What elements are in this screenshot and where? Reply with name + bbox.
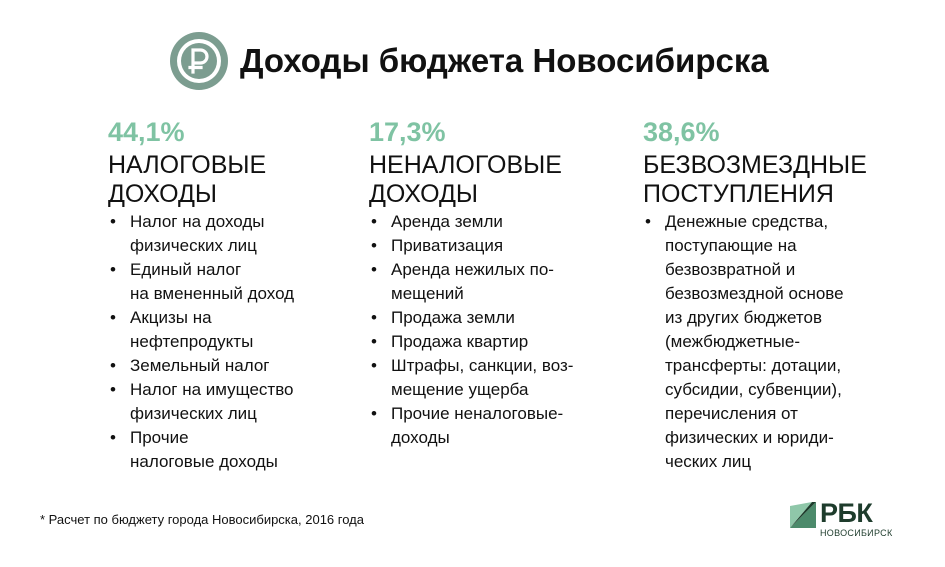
category-heading: НЕНАЛОГОВЫЕ ДОХОДЫ	[369, 151, 562, 208]
item-list	[108, 210, 348, 474]
list-item: • Налог на имущество физических лиц	[108, 378, 348, 426]
column-non-tax-revenue	[369, 116, 609, 450]
list-item: • Аренда нежилых по- мещений	[369, 258, 609, 306]
list-item: • Штрафы, санкции, воз- мещение ущерба	[369, 354, 609, 402]
column-tax-revenue	[108, 116, 348, 474]
logo-city: НОВОСИБИРСК	[820, 528, 893, 538]
list-item: • Продажа земли	[369, 306, 609, 330]
category-heading: БЕЗВОЗМЕЗДНЫЕ ПОСТУПЛЕНИЯ	[643, 151, 867, 208]
header	[170, 30, 769, 92]
list-item: • Земельный налог	[108, 354, 348, 378]
item-list	[643, 210, 883, 474]
footnote: * Расчет по бюджету города Новосибирска, 2016 года	[40, 512, 364, 527]
list-item: • Приватизация	[369, 234, 609, 258]
percent-value: 17,3%	[369, 117, 446, 147]
list-item: • Денежные средства, поступающие на безвозвратной и безвозмездной основе из других бюджетов (межбюджетные- трансферты: дотации, субсидии, субвенции), перечисления от физических и юриди- ческих лиц	[643, 210, 883, 474]
column-gratuitous-receipts	[643, 116, 883, 474]
ruble-coin-icon	[170, 32, 228, 90]
rbc-logo	[790, 498, 900, 541]
percent-value: 44,1%	[108, 117, 185, 147]
list-item: • Единый налог на вмененный доход	[108, 258, 348, 306]
item-list	[369, 210, 609, 450]
category-heading: НАЛОГОВЫЕ ДОХОДЫ	[108, 151, 267, 208]
list-item: • Прочие налоговые доходы	[108, 426, 348, 474]
list-item: • Налог на доходы физических лиц	[108, 210, 348, 258]
page-title: Доходы бюджета Новосибирска	[240, 42, 769, 79]
rbc-logo-icon	[790, 502, 816, 528]
list-item: • Аренда земли	[369, 210, 609, 234]
percent-value: 38,6%	[643, 117, 720, 147]
list-item: • Акцизы на нефтепродукты	[108, 306, 348, 354]
logo-text: РБК	[820, 498, 873, 528]
list-item: • Прочие неналоговые- доходы	[369, 402, 609, 450]
list-item: • Продажа квартир	[369, 330, 609, 354]
